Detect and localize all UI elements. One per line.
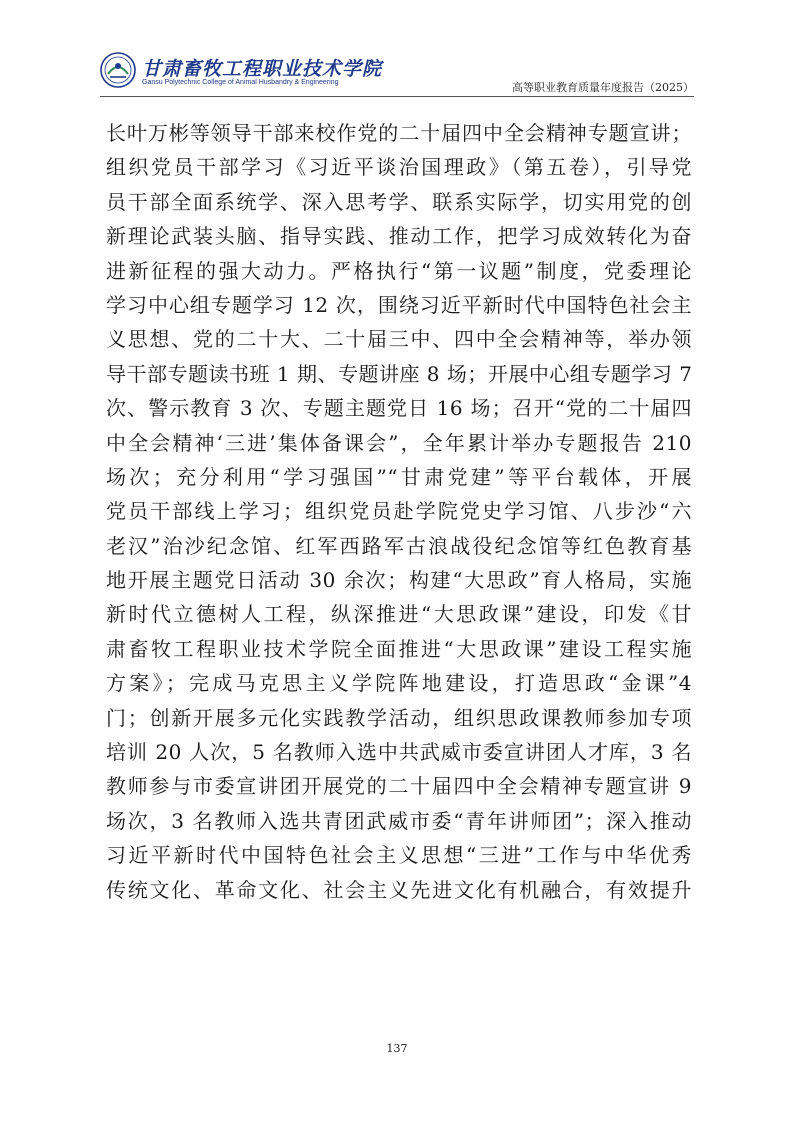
text-line: 肃畜牧工程职业技术学院全面推进“大思政课”建设工程实施 — [106, 636, 692, 661]
text-line: 长叶万彬等领导干部来校作党的二十届四中全会精神专题宣讲； — [106, 121, 692, 145]
college-name-en: Gansu Polytechnic College of Animal Husbandry & Engineering — [142, 79, 339, 86]
text-line: 新时代立德树人工程，纵深推进“大思政课”建设，印发《甘 — [106, 602, 692, 627]
text-line: 组织党员干部学习《习近平谈治国理政》（第五卷），引导党 — [106, 155, 692, 180]
page-header — [100, 50, 694, 100]
text-line: 进新征程的强大动力。严格执行“第一议题”制度，党委理论 — [106, 258, 692, 283]
text-line: 次、警示教育 3 次、专题主题党日 16 场；召开“党的二十届四 — [106, 396, 692, 421]
college-emblem-icon — [100, 52, 136, 88]
body-paragraph — [106, 116, 692, 907]
text-line: 场次，3 名教师入选共青团武威市委“青年讲师团”；深入推动 — [106, 808, 692, 833]
text-line: 新理论武装头脑、指导实践、推动工作，把学习成效转化为奋 — [106, 224, 692, 249]
text-line: 中全会精神‘三进’集体备课会”，全年累计举办专题报告 210 — [106, 430, 692, 455]
text-line: 党员干部线上学习；组织党员赴学院党史学习馆、八步沙“六 — [106, 499, 692, 524]
text-line: 员干部全面系统学、深入思考学、联系实际学，切实用党的创 — [106, 189, 692, 214]
text-line: 教师参与市委宣讲团开展党的二十届四中全会精神专题宣讲 9 — [106, 774, 692, 799]
text-line: 导干部专题读书班 1 期、专题讲座 8 场；开展中心组专题学习 7 — [106, 361, 693, 386]
header-divider — [100, 96, 694, 97]
text-line: 义思想、党的二十大、二十届三中、四中全会精神等，举办领 — [106, 327, 692, 352]
text-line: 习近平新时代中国特色社会主义思想“三进”工作与中华优秀 — [106, 843, 692, 868]
text-line: 学习中心组专题学习 12 次，围绕习近平新时代中国特色社会主 — [106, 292, 692, 317]
text-line: 传统文化、革命文化、社会主义先进文化有机融合，有效提升 — [106, 877, 692, 902]
page-number: 137 — [386, 1042, 408, 1055]
text-line: 老汉”治沙纪念馆、红军西路军古浪战役纪念馆等红色教育基 — [106, 533, 692, 558]
report-title: 高等职业教育质量年度报告（2025） — [512, 81, 694, 94]
college-name-cn: 甘肃畜牧工程职业技术学院 — [142, 58, 383, 80]
text-line: 地开展主题党日活动 30 余次；构建“大思政”育人格局，实施 — [106, 568, 692, 593]
text-line: 场次；充分利用“学习强国”“甘肃党建”等平台载体，开展 — [106, 464, 692, 489]
text-line: 方案》；完成马克思主义学院阵地建设，打造思政“金课”4 — [106, 671, 692, 696]
text-line: 门；创新开展多元化实践教学活动，组织思政课教师参加专项 — [106, 705, 692, 730]
text-line: 培训 20 人次，5 名教师入选中共武威市委宣讲团人才库，3 名 — [106, 740, 692, 765]
